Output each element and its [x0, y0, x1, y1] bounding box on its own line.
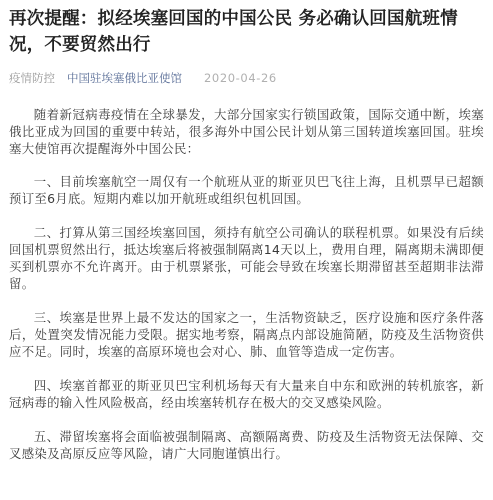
article-meta — [9, 70, 484, 86]
paragraph-3: 三、埃塞是世界上最不发达的国家之一，生活物资缺乏，医疗设施和医疗条件落后，处置突发情况能力受限。据实地考察，隔离点内部设施简陋，防疫及生活物资供应不足。同时，埃塞的高原环境也会对心、肺、血管等造成一定伤害。 — [9, 310, 484, 359]
paragraph-1: 一、目前埃塞航空一周仅有一个航班从亚的斯亚贝巴飞往上海，且机票早已超额预订至6月底。短期内难以加开航班或组织包机回国。 — [9, 174, 484, 206]
paragraph-intro: 随着新冠病毒疫情在全球暴发，大部分国家实行锁国政策，国际交通中断，埃塞俄比亚成为回国的重要中转站，很多海外中国公民计划从第三国转道埃塞回国。驻埃塞大使馆再次提醒海外中国公民： — [9, 107, 484, 156]
publish-date: 2020-04-26 — [204, 71, 277, 85]
article-title: 再次提醒：拟经埃塞回国的中国公民 务必确认回国航班情况，不要贸然出行 — [9, 9, 458, 55]
paragraph-2: 二、打算从第三国经埃塞回国，须持有航空公司确认的联程机票。如果没有后续回国机票贸然出行，抵达埃塞后将被强制隔离14天以上，费用自理，隔离期未满即便买到机票亦不允许离开。由于机票紧张，可能会导致在埃塞长期滞留甚至超期非法滞留。 — [9, 225, 484, 291]
account-name-link[interactable]: 中国驻埃塞俄比亚使馆 — [67, 71, 182, 85]
article-content — [9, 106, 484, 462]
paragraph-4: 四、埃塞首都亚的斯亚贝巴宝利机场每天有大量来自中东和欧洲的转机旅客，新冠病毒的输入性风险极高，经由埃塞转机存在极大的交叉感染风险。 — [9, 378, 484, 410]
article-tag[interactable]: 疫情防控 — [9, 71, 55, 85]
paragraph-5: 五、滞留埃塞将会面临被强制隔离、高额隔离费、防疫及生活物资无法保障、交叉感染及高原反应等风险，请广大同胞谨慎出行。 — [9, 429, 484, 461]
